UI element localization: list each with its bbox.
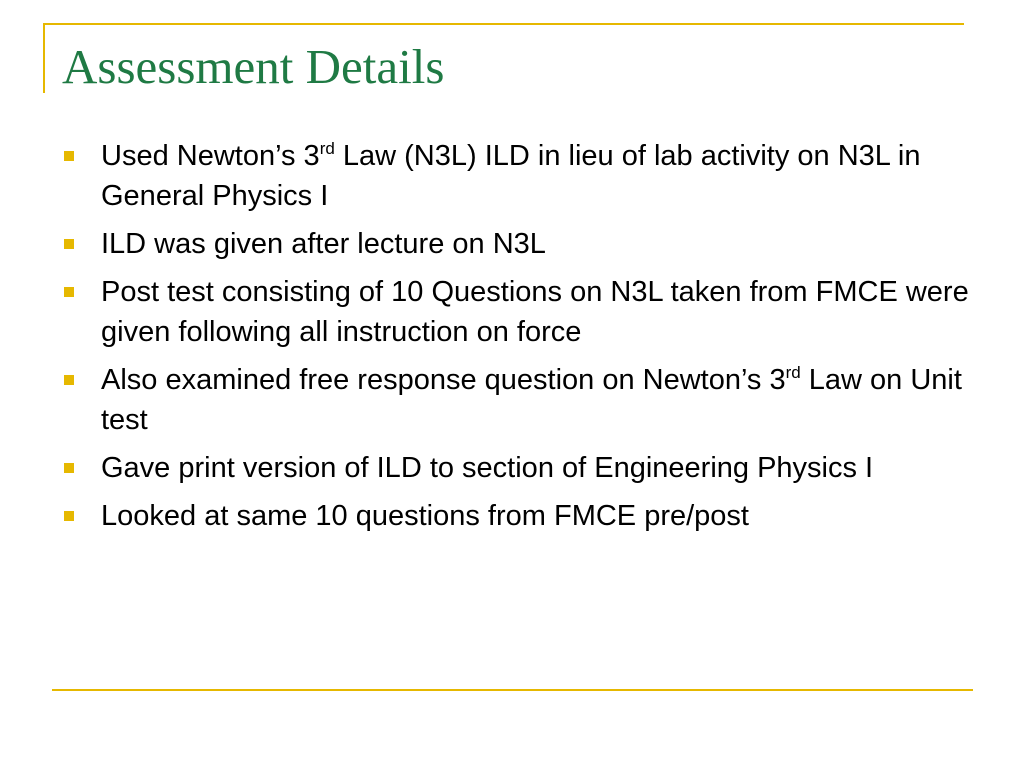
left-accent-line: [43, 23, 45, 93]
square-bullet-icon: [64, 375, 74, 385]
square-bullet-icon: [64, 151, 74, 161]
bullet-text-1-start: Used Newton’s 3: [101, 140, 320, 172]
square-bullet-icon: [64, 511, 74, 521]
bullet-item-4: [64, 360, 974, 440]
square-bullet-icon: [64, 239, 74, 249]
slide-title: Assessment Details: [62, 39, 445, 94]
bullet-text-2: ILD was given after lecture on N3L: [101, 228, 546, 260]
bottom-accent-line: [52, 689, 973, 691]
bullet-text-4-superscript: rd: [785, 363, 801, 382]
bullet-text-4-start: Also examined free response question on Newton’s 3: [101, 364, 786, 396]
bullet-item-5: [64, 448, 974, 488]
bullet-text-6: Looked at same 10 questions from FMCE pre/post: [101, 500, 749, 532]
bullet-text-1-superscript: rd: [319, 139, 335, 158]
bullet-list: [64, 136, 974, 544]
top-accent-line: [43, 23, 964, 25]
bullet-text-3: Post test consisting of 10 Questions on N3L taken from FMCE were given following all instruction on force: [101, 276, 969, 348]
bullet-item-2: [64, 224, 974, 264]
bullet-item-1: [64, 136, 974, 216]
bullet-item-3: [64, 272, 974, 352]
bullet-text-5: Gave print version of ILD to section of Engineering Physics I: [101, 452, 874, 484]
bullet-text-4-end: Law on Unit test: [101, 364, 962, 436]
bullet-item-6: [64, 496, 974, 536]
square-bullet-icon: [64, 463, 74, 473]
square-bullet-icon: [64, 287, 74, 297]
bullet-text-1-end: Law (N3L) ILD in lieu of lab activity on N3L in General Physics I: [101, 140, 921, 212]
